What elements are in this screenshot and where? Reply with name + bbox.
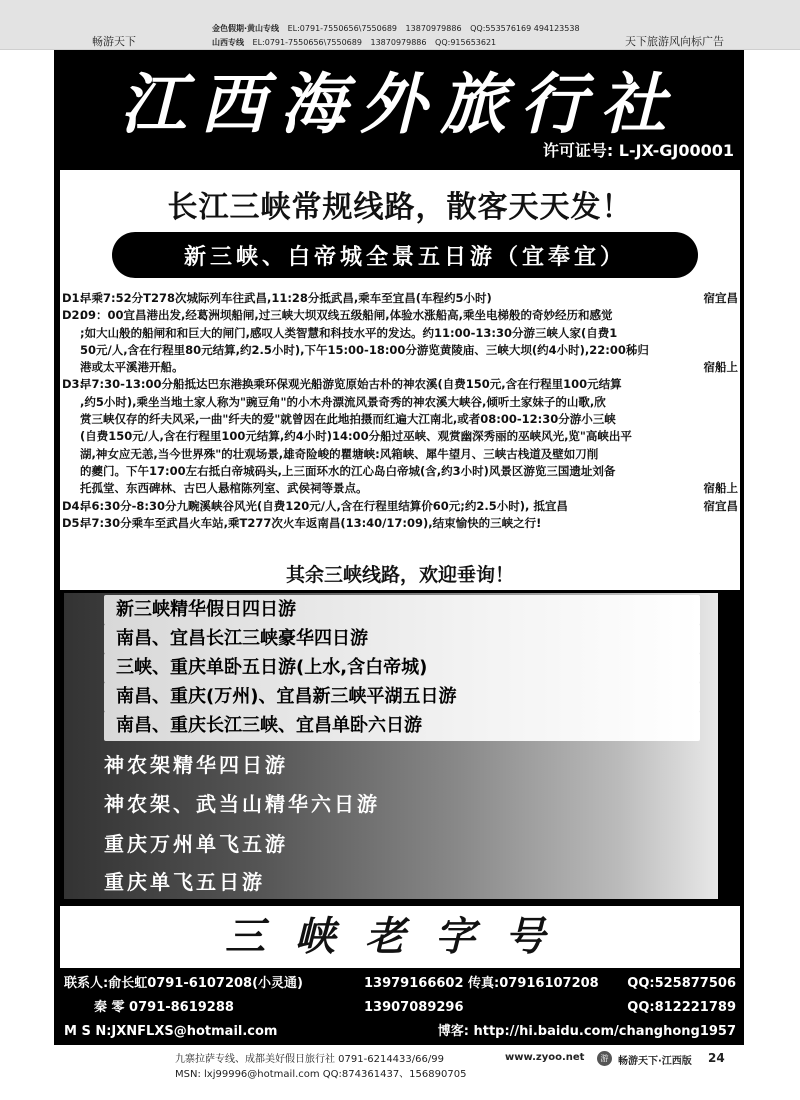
tour-name-banner bbox=[112, 232, 698, 278]
hotline-tel: EL:0791-7550656\7550689 bbox=[252, 38, 362, 47]
footer-advert-line-2: MSN: lxj99996@hotmail.com QQ:874361437、156890705 bbox=[175, 1069, 467, 1080]
hotline-mobile: 13870979886 bbox=[405, 24, 462, 33]
footer-advert-line-1: 九寨拉萨专线、成都美好假日旅行社 0791-6214433/66/99 bbox=[175, 1054, 444, 1065]
license-number: 许可证号: L-JX-GJ00001 bbox=[542, 141, 734, 160]
day-label: D2: bbox=[62, 308, 85, 323]
masthead-right: 天下旅游风向标广告 bbox=[625, 35, 724, 48]
footer-website-link[interactable]: www.zyoo.net bbox=[505, 1052, 585, 1063]
hotline-mobile: 13870979886 bbox=[370, 38, 427, 47]
day-lodging: 宿船上 bbox=[703, 360, 738, 375]
day-label: D3: bbox=[62, 377, 85, 392]
itinerary-day bbox=[62, 376, 738, 497]
contact-row bbox=[64, 1021, 736, 1043]
page-number: 24 bbox=[708, 1051, 725, 1065]
publication-logo-icon: 游 bbox=[597, 1051, 612, 1066]
contact-name-phone: 联系人:俞长虹0791-6107208(小灵通) bbox=[64, 976, 303, 991]
route-item: 新三峡精华假日四日游 bbox=[104, 595, 700, 625]
itinerary-day bbox=[62, 307, 738, 376]
contact-blog-link[interactable]: 博客: http://hi.baidu.com/changhong1957 bbox=[437, 1024, 736, 1039]
contact-row bbox=[64, 973, 736, 995]
contact-msn[interactable]: M S N:JXNFLXS@hotmail.com bbox=[64, 1024, 278, 1039]
contact-qq: QQ:812221789 bbox=[627, 1000, 736, 1015]
headline: 长江三峡常规线路，散客天天发！ bbox=[167, 190, 633, 225]
day-text: 早乘7:52分T278次城际列车往武昌,11:28分抵武昌,乘车至宜昌(车程约5小时) bbox=[80, 291, 492, 305]
route-item: 南昌、宜昌长江三峡豪华四日游 bbox=[104, 624, 700, 654]
day-label: D5: bbox=[62, 515, 85, 530]
hotline-tag: 金色假期·黄山专线 bbox=[212, 24, 280, 33]
itinerary-day bbox=[62, 498, 738, 515]
route-item: 重庆万州单飞五游 bbox=[104, 832, 288, 856]
hotline-qq: QQ:915653621 bbox=[435, 38, 497, 47]
day-text: 早7:30-13:00分船抵达巴东港换乘环保观光船游览原始古朴的神农溪(自费150元,含在行程里100元结算 ,约5小时),乘坐当地土家人称为"豌豆角"的小木舟漂流风景奇秀的神农溪大峡谷,倾听土家妹子的山歌,欣 赏三峡仅存的纤夫风采,一曲"纤夫的爱"就曾因在此地拍摄而红遍大江南北,或者08:00-12:30分游小三峡 (自费150元/人,含在行程里100元结算,约4小时)14:00分船过巫峡、观赏幽深秀丽的巫峡风光,览"高峡出平 湖,神女应无恙,当今世界殊"的壮观场景,雄奇险峻的瞿塘峡:风箱峡、犀牛望月、三峡古栈道及壁如刀削 的夔门。下午17:00左右抵白帝城码头,上三面环水的江心岛白帝城(含,约3小时)风景区游览三国遗址刘备 托孤堂、东西碑林、古巴人悬棺陈列室、武侯祠等景点。 bbox=[80, 377, 632, 496]
itinerary-day bbox=[62, 290, 738, 307]
route-item: 重庆单飞五日游 bbox=[104, 870, 265, 894]
publication-name: 畅游天下·江西版 bbox=[618, 1056, 692, 1067]
day-lodging: 宿宜昌 bbox=[703, 291, 738, 305]
hotline-row-1 bbox=[212, 24, 586, 34]
day-text: 早6:30分-8:30分九畹溪峡谷风光(自费120元/人,含在行程里结算价60元;约2.5小时), 抵宜昌 bbox=[80, 498, 568, 513]
itinerary-day bbox=[62, 515, 738, 532]
route-item: 神农架、武当山精华六日游 bbox=[104, 792, 380, 816]
contact-row bbox=[64, 997, 736, 1019]
route-item: 三峡、重庆单卧五日游(上水,含白帝城) bbox=[104, 653, 700, 683]
tour-name: 新三峡、白帝城全景五日游（宜奉宜） bbox=[183, 244, 626, 270]
itinerary bbox=[62, 290, 738, 532]
hotline-tel: EL:0791-7550656\7550689 bbox=[287, 24, 397, 33]
route-item: 神农架精华四日游 bbox=[104, 753, 288, 777]
masthead-left: 畅游天下 bbox=[92, 35, 136, 48]
route-item: 南昌、重庆(万州)、宜昌新三峡平湖五日游 bbox=[104, 682, 700, 712]
day-text: 早7:30分乘车至武昌火车站,乘T277次火车返南昌(13:40/17:09),结束愉快的三峡之行! bbox=[80, 515, 542, 530]
route-item: 南昌、重庆长江三峡、宜昌单卧六日游 bbox=[104, 711, 700, 741]
day-lodging: 宿船上 bbox=[703, 481, 738, 496]
route-list bbox=[64, 593, 718, 899]
hotline-qq: QQ:553576169 494123538 bbox=[470, 24, 580, 33]
day-label: D1: bbox=[62, 291, 85, 305]
brand-slogan: 三峡老字号 bbox=[60, 906, 740, 968]
hotline-row-2 bbox=[212, 38, 502, 48]
contact-name-phone: 秦 零 0791-8619288 bbox=[94, 1000, 234, 1015]
day-label: D4: bbox=[62, 498, 85, 513]
contact-mobile: 13907089296 bbox=[364, 1000, 464, 1015]
footer bbox=[0, 1048, 800, 1100]
other-lines-title: 其余三峡线路，欢迎垂询！ bbox=[285, 564, 514, 586]
day-text: 09：00宜昌港出发,经葛洲坝船闸,过三峡大坝双线五级船闸,体验水涨船高,乘坐电梯般的奇妙经历和感觉 ;如大山般的船闸和和巨大的闸门,感叹人类智慧和科技水平的发达。约11:00-13:30分游三峡人家(自费1 50元/人,含在行程里80元结算,约2.5小时),下午15:00-18:00分游览黄陵庙、三峡大坝(约4小时),22:00秭归 港或太平溪港开船。 bbox=[80, 308, 649, 375]
contact-mobile-fax: 13979166602 传真:07916107208 bbox=[364, 976, 599, 991]
agency-name: 江西海外旅行社 bbox=[120, 65, 680, 143]
contact-qq: QQ:525877506 bbox=[627, 976, 736, 991]
contact-bar bbox=[54, 970, 744, 1045]
day-lodging: 宿宜昌 bbox=[703, 498, 738, 513]
hotline-tag: 山西专线 bbox=[212, 38, 244, 47]
